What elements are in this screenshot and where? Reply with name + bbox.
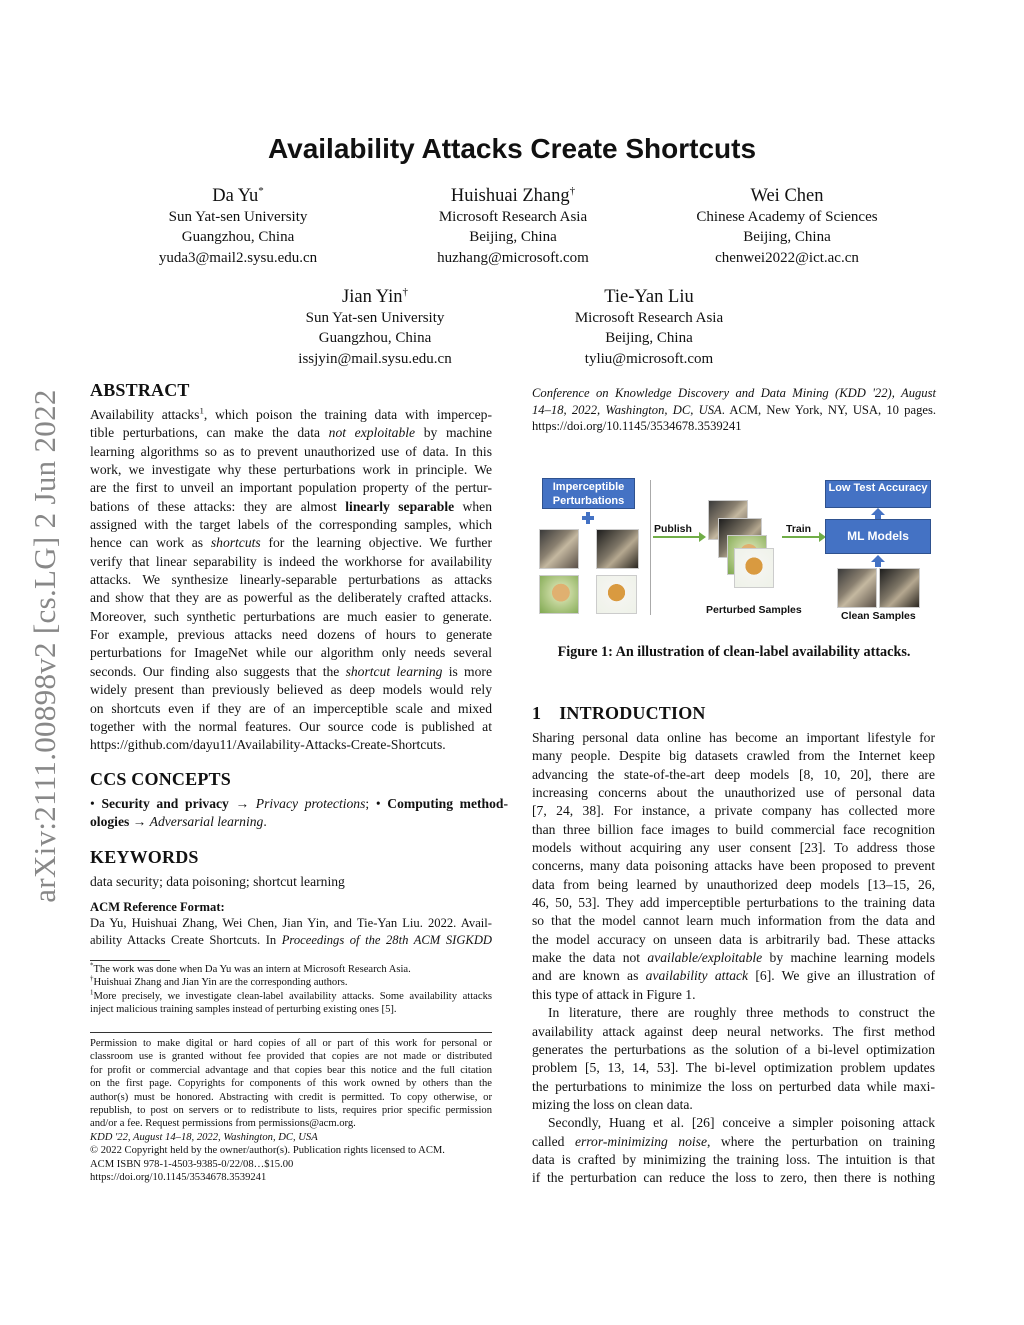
text-line [532,784,935,802]
text-line [90,1171,492,1184]
text-line [90,1158,492,1171]
plus-icon [582,512,594,524]
author-location: Beijing, China [469,229,557,246]
author-block [499,286,799,369]
text-line [90,813,508,831]
cat-image [596,529,639,569]
text-segment: author(s) must be honored. Abstracting with credit is permitted. To copy otherwise, or [90,1091,492,1103]
text-segment: ability Attacks Create Shortcuts. In [90,932,282,947]
footnotes [90,963,492,1017]
text-segment: by machine [415,425,492,441]
text-line [90,626,492,644]
text-segment: many people. Despite big datasets crawled from the Internet keep [532,748,935,764]
permission-notice [90,1037,492,1184]
text-line [532,418,936,435]
introduction-heading [532,703,706,724]
text-line [90,1091,492,1104]
ccs-concepts-text [90,795,508,832]
text-line [532,402,936,419]
text-segment: republish, to post on servers or to redistribute to lists, requires prior specific permission [90,1104,492,1116]
low-test-accuracy-box: Low Test Accuracy [825,480,931,508]
text-segment: data from being learned by unauthorized deep models [13–15, 26, [532,876,935,892]
text-segment: 46, 50, 53]. They add imperceptible perturbations to the training data [532,895,935,911]
author-name: Huishuai Zhang [450,186,570,206]
text-segment: linearly separable [345,498,455,514]
arxiv-identifier-stamp: arXiv:2111.00898v2 [cs.LG] 2 Jun 2022 [27,389,62,903]
author-email: tyliu@microsoft.com [584,350,714,367]
text-segment: attacks. We synthesize linearly-separable perturbations as attacks [90,572,492,588]
perturbed-dog-image [734,548,774,588]
text-line [90,663,492,681]
text-segment: † [90,975,94,983]
acm-reference-heading: ACM Reference Format: [90,900,225,914]
text-segment: For example, previous attacks need dozens of hours to generate [90,627,492,643]
text-segment: 1 [199,405,204,416]
text-segment: than three billion face images to build commercial face recognition [532,821,935,837]
text-line [532,1169,935,1187]
text-segment: availability attack against deep neural networks. The first method [532,1023,935,1039]
text-segment: on shortcuts even if they are of an imperceptible scale and mixed [90,700,492,716]
text-line [532,949,935,967]
section-number: 1 [532,703,542,723]
clean-cat-image [879,568,920,608]
text-line [90,461,492,479]
perturbations-box: Imperceptible Perturbations [542,478,635,509]
text-segment: ; • [365,796,388,811]
text-segment: shortcuts [210,535,261,551]
author-block [88,185,388,268]
text-line [90,990,492,1003]
text-line [532,1151,935,1169]
text-segment: for profit or commercial advantage and that copies bear this notice and the full citation [90,1064,492,1076]
paper-title: Availability Attacks Create Shortcuts [267,133,757,164]
permission-divider [90,1032,492,1033]
text-segment: so that the model cannot learn much information from the data and [532,913,935,929]
author-email: yuda3@mail2.sysu.edu.cn [158,249,318,266]
text-line [532,1059,935,1077]
text-line [532,967,935,985]
text-segment: and show that they are as powerful as the deliberately crafted attacks. [90,590,492,606]
text-segment: → [129,814,150,830]
text-line [90,644,492,662]
text-segment: is more [442,663,492,679]
text-segment: Adversarial learning [149,814,264,830]
abstract-text [90,406,492,755]
text-segment: . ACM, New York, NY, USA, 10 pages. [721,402,937,417]
author-name: Da Yu [212,186,259,206]
text-line [532,1114,935,1132]
text-segment: Conference on Knowledge Discovery and Data Mining (KDD '22), August [532,386,936,400]
text-segment: classroom use is granted without fee provided that copies are not made or distributed [90,1051,492,1063]
author-location: Guangzhou, China [181,229,295,246]
text-segment: [6]. We give an illustration of [748,968,935,984]
text-line [90,1077,492,1090]
text-line [90,932,492,949]
text-segment: assigned with the target labels of the corresponding samples, which [90,517,492,533]
figure-divider [650,480,651,615]
author-block [225,286,525,369]
train-label: Train [786,523,812,535]
author-mark: † [569,184,576,197]
text-segment: called [532,1133,575,1149]
text-segment: advancing the state-of-the-art deep models [8, 10, 20], there are [532,766,935,782]
text-line [532,876,935,894]
text-line [90,608,492,626]
introduction-text [532,729,935,1188]
text-segment: Sharing personal data online has become an important lifestyle for [532,730,935,745]
text-segment: the perturbations to minimize the loss on perturbed data while maxi- [532,1078,935,1094]
text-line [90,795,508,813]
text-line [532,729,935,747]
text-line [90,424,492,442]
cat-image [539,529,579,569]
text-segment: and are known as [532,968,646,984]
footnote-divider [90,960,170,961]
text-segment: when [454,498,492,514]
text-line [90,1064,492,1077]
text-segment: the model accuracy on unseen data is arbitrarily bad. These attacks [532,931,935,947]
text-line [532,1078,935,1096]
up-arrow-icon [875,561,881,567]
dog-image [596,575,637,614]
text-segment: KDD '22, August 14–18, 2022, Washington, DC, USA [90,1131,318,1143]
text-line [90,406,492,424]
text-segment: models without acquiring any user consent [23]. To address those [532,840,935,856]
text-line [90,589,492,607]
text-segment: hence can work as [90,535,211,551]
author-block [637,185,937,268]
text-segment: Computing method- [387,796,509,811]
text-segment: Security and privacy [101,796,229,811]
text-segment: Moreover, such synthetic perturbations are much easier to generate. [90,608,492,624]
ccs-concepts-heading: CCS CONCEPTS [90,769,231,789]
text-line [90,718,492,736]
author-email: huzhang@microsoft.com [437,249,589,266]
text-line [90,1131,492,1144]
text-segment: , where the perturbation on training [707,1133,935,1149]
publish-label: Publish [654,523,692,535]
text-segment: mizing the loss on clean data. [532,1096,693,1112]
text-line [90,963,492,976]
author-location: Beijing, China [605,330,693,347]
text-segment: available/exploitable [647,950,763,966]
text-segment: https://doi.org/10.1145/3534678.3539241 [532,419,742,434]
ml-models-box: ML Models [825,519,931,554]
text-line [532,766,935,784]
author-email: issjyin@mail.sysu.edu.cn [298,350,452,367]
conference-reference [532,385,936,435]
text-segment: generates the perturbations as the solution of a bi-level optimization [532,1041,935,1057]
text-line [532,1096,935,1114]
author-name: Jian Yin [342,287,403,307]
text-segment: Permission to make digital or hard copies of all or part of this work for personal or [90,1038,492,1049]
text-segment: error-minimizing noise [574,1133,708,1149]
dog-image [539,575,579,614]
text-segment: 1 [90,989,94,997]
text-line [532,986,935,1004]
text-segment: The work was done when Da Yu was an intern at Microsoft Research Asia. [93,964,411,975]
text-segment: © 2022 Copyright held by the owner/author(s). Publication rights licensed to ACM. [90,1145,445,1157]
clean-cat-image [837,568,877,608]
author-affiliation: Sun Yat-sen University [168,209,308,225]
text-segment: Privacy protections [255,796,366,811]
text-line [90,498,492,516]
text-segment: More precisely, we investigate clean-label availability attacks. Some availability attacks [93,990,492,1002]
text-segment: tible perturbations, can make the data [90,425,329,441]
figure-1-illustration [532,470,942,635]
author-name: Wei Chen [750,186,824,206]
author-location: Beijing, China [743,229,831,246]
text-segment: inject malicious training samples instead of perturbing existing ones [5]. [90,1004,397,1016]
text-segment: In literature, there are roughly three methods to construct the [548,1005,935,1021]
text-segment: * [90,962,94,970]
text-line [532,1133,935,1151]
text-segment: widely present than previously believed as deep models would rely [90,682,492,698]
text-line [90,571,492,589]
keywords-heading: KEYWORDS [90,847,199,867]
text-line [90,1003,492,1016]
author-name: Tie-Yan Liu [604,287,694,307]
text-segment: bations of these attacks: they are almost [90,498,346,514]
text-segment: work, we investigate why these perturbations work in principle. We [90,462,492,478]
text-segment: Secondly, Huang et al. [26] conceive a simpler poisoning attack [548,1115,935,1131]
text-line [90,681,492,699]
text-segment: shortcut learning [345,663,443,679]
text-segment: are the first to unveil an important population property of the pertur- [90,480,492,496]
text-line [532,821,935,839]
text-segment: → [228,796,256,811]
author-block [363,185,663,268]
text-line [532,1023,935,1041]
text-segment: learning algorithms so as to prevent unauthorized use of data. In this [90,443,492,459]
text-segment: , which poison the training data with impercep- [203,407,492,422]
text-segment: perturbations for ImageNet while our algorithm only needs several [90,645,492,661]
text-line [90,443,492,461]
author-affiliation: Chinese Academy of Sciences [696,209,878,225]
text-segment: [7, 24, 38]. For instance, a private company has collected more [532,803,935,819]
text-segment: seconds. Our finding also suggests that the [90,663,346,679]
text-line [532,857,935,875]
text-line [90,516,492,534]
text-segment: verify that linear separability is indeed the workhorse for availability [90,553,492,569]
text-line [532,385,936,402]
author-email: chenwei2022@ict.ac.cn [715,249,859,266]
train-arrow-icon [782,536,820,538]
text-line [90,1117,492,1130]
text-segment: and/or a fee. Request permissions from permissions@acm.org. [90,1118,356,1130]
text-segment: availability attack [645,968,749,984]
text-segment: Proceedings of the 28th ACM SIGKDD [281,932,493,947]
publish-arrow-icon [653,536,700,538]
text-line [532,1004,935,1022]
text-line [90,1144,492,1157]
text-segment: make the data not [532,950,648,966]
text-segment: by machine learning models [762,950,935,966]
keywords-text: data security; data poisoning; shortcut learning [90,874,345,889]
text-segment: problem [5, 13, 14, 53]. The bi-level optimization problem updates [532,1060,935,1076]
clean-samples-label: Clean Samples [841,610,916,622]
text-segment: Da Yu, Huishuai Zhang, Wei Chen, Jian Yin, and Tie-Yan Liu. 2022. Avail- [90,916,492,930]
text-line [90,700,492,718]
text-segment: if the perturbation can reduce the loss to zero, then there is nothing [532,1170,935,1186]
text-segment: 14–18, 2022, Washington, DC, USA [532,402,722,417]
text-segment: . [263,814,267,830]
text-segment: ACM ISBN 978-1-4503-9385-0/22/08…$15.00 [90,1158,294,1170]
text-segment: Huishuai Zhang and Jian Yin are the corresponding authors. [93,977,348,989]
text-segment: for the learning objective. We further [260,535,492,551]
text-line [90,1104,492,1117]
text-segment: increasing concerns about the unauthorized use of personal data [532,785,935,801]
author-affiliation: Microsoft Research Asia [574,310,724,326]
text-segment: on the first page. Copyrights for components of this work owned by others than the [90,1078,492,1090]
text-line [532,747,935,765]
text-line [532,894,935,912]
author-affiliation: Sun Yat-sen University [305,310,445,326]
author-mark: * [258,184,264,197]
perturbed-samples-label: Perturbed Samples [706,604,802,616]
text-line [90,736,492,754]
section-title: INTRODUCTION [559,703,706,723]
text-line [90,1050,492,1063]
text-segment: not exploitable [328,425,416,441]
text-segment: • [90,796,102,811]
text-segment: concerns, many data poisoning attacks have been proposed to prevent [532,858,935,874]
text-segment: this type of attack in Figure 1. [532,986,696,1002]
text-segment: ologies [90,814,130,830]
text-segment: data is crafted by minimizing the training loss. The intuition is that [532,1151,935,1167]
text-line [90,479,492,497]
text-line [532,802,935,820]
text-segment: Availability attacks [90,407,200,422]
text-line [90,976,492,989]
author-location: Guangzhou, China [318,330,432,347]
text-segment: https://doi.org/10.1145/3534678.3539241 [90,1171,267,1183]
text-line [90,1037,492,1050]
text-line [90,534,492,552]
text-segment: https://github.com/dayu11/Availability-Attacks-Create-Shortcuts. [90,737,446,753]
author-mark: † [402,285,408,298]
text-line [532,931,935,949]
text-line [532,839,935,857]
text-line [532,912,935,930]
text-segment: together with the normal features. Our source code is published at [90,718,492,734]
figure-caption: Figure 1: An illustration of clean-label availability attacks. [557,644,911,660]
author-affiliation: Microsoft Research Asia [438,209,588,225]
text-line [90,553,492,571]
acm-reference-text [90,915,492,948]
text-line [90,915,492,932]
abstract-heading: ABSTRACT [90,380,190,400]
text-line [532,1041,935,1059]
